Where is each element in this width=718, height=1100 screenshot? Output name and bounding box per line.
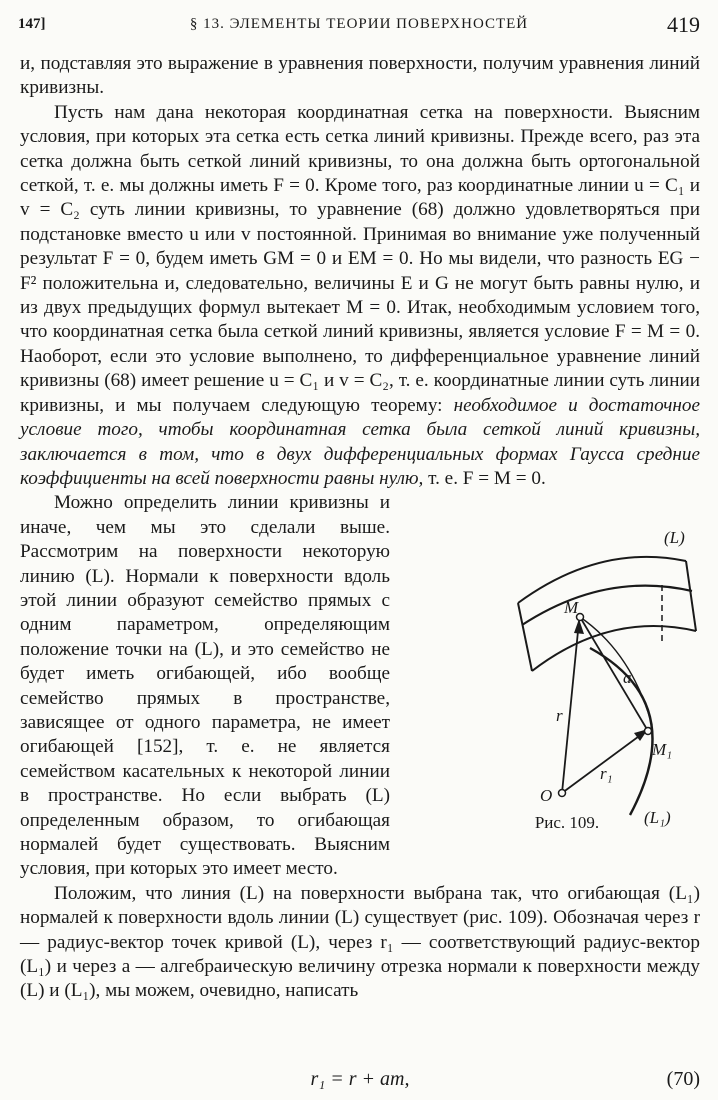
- paragraph-continuation: и, подставляя это выражение в уравнения поверхности, получим уравнения линий кривизны.: [20, 53, 700, 99]
- formula-70: r₁ = r + am,: [310, 1068, 410, 1090]
- surface-left-edge: [518, 603, 532, 671]
- equation-number: (70): [666, 1068, 700, 1090]
- figure-109: [400, 493, 700, 845]
- figure-caption: Рис. 109.: [534, 813, 600, 833]
- paragraph-conditions-main: Пусть нам дана некоторая координатная сетка на поверхности. Выясним условия, при которых эта сетка есть сетка линий кривизны. Прежде всего, раз эта сетка должна быть сеткой линий кривизны, то она должна быть ортогональной сеткой, т. е. мы должны иметь F = 0. Кроме того, раз координатные линии u = C₁ и v = C₂ суть линии кривизны, то уравнение (68) должно удовлетворяться при подстановке вместо u или v постоянной. Принимая во внимание уже полученный результат F = 0, будем иметь GM = 0 и EM = 0. Но мы видели, что разность EG − F² положительна и, следовательно, величины E и G не могут быть равны нулю, и из двух предыдущих формул вытекает M = 0. Итак, необходимым условием того, что координатная сетка была сеткой линий кривизны, является условие F = M = 0. Наоборот, если это условие выполнено, то дифференциальное уравнение линий кривизны (68) имеет решение u = C₁ и v = C₂, т. е. координатные линии суть линии кривизны, и мы получаем следующую теорему:: [20, 101, 700, 416]
- vector-r1: [562, 731, 646, 793]
- label-O: O: [540, 786, 553, 806]
- surface-top-edge: [518, 557, 686, 603]
- theorem-conclusion: т. е. F = M = 0.: [428, 467, 546, 489]
- surface-right-edge: [686, 561, 696, 631]
- paragraph-conditions: [20, 101, 700, 492]
- normal-arc-a: [580, 617, 652, 725]
- running-header: [18, 12, 700, 38]
- paragraph-alternative-text: Можно определить линии кривизны и иначе, чем мы это сделали выше. Рассмотрим на поверхности некоторую линию (L). Нормали к поверхности вдоль этой линии образуют семейство прямых с одним параметром, определяющим положение точки на (L), и это семейство не будет иметь огибающей, ибо вообще семейство прямых в пространстве, зависящее от одного параметра, не имеет огибающей [152], т. е. не является семейством касательных к некоторой линии в пространстве. Но если выбрать (L) определенным образом, то огибающая нормалей будет существовать. Выясним условия, при которых это имеет место.: [20, 492, 390, 880]
- page-number: 419: [667, 12, 700, 37]
- normal-segment: [580, 617, 648, 731]
- label-L: (L): [664, 528, 685, 548]
- paragraph-setup: Положим, что линия (L) на поверхности выбрана так, что огибающая (L₁) нормалей к поверхности вдоль линии (L) существует (рис. 109). Обозначая через r — радиус-вектор точек кривой (L), через r₁ — соответствующий радиус-вектор (L₁) и через a — алгебраическую величину отрезка нормали к поверхности между (L) и (L₁), мы можем, очевидно, написать: [20, 882, 700, 1002]
- point-O: [559, 790, 566, 797]
- curve-L: [522, 586, 692, 625]
- body-text: [20, 52, 700, 1004]
- point-M1: [645, 728, 652, 735]
- paragraph-alternative: [20, 491, 700, 882]
- section-ref: 147]: [18, 16, 46, 32]
- figure-wrap-block: [20, 491, 700, 1004]
- figure-drawing: [400, 493, 700, 845]
- label-L1: (L₁): [644, 808, 671, 828]
- label-a: a: [623, 668, 632, 688]
- running-title: § 13. ЭЛЕМЕНТЫ ТЕОРИИ ПОВЕРХНОСТЕЙ: [189, 16, 529, 32]
- label-r: r: [556, 706, 563, 726]
- label-M1: M₁: [652, 740, 673, 760]
- label-r1: r₁: [600, 764, 613, 784]
- label-M: M: [564, 598, 579, 618]
- theorem-statement: необходимое и достаточное условие того, чтобы координатная сетка была сеткой линий кривизны, заключается в том, что в двух дифференциальных формах Гаусса средние коэффициенты на всей поверхности равны нулю,: [20, 394, 700, 489]
